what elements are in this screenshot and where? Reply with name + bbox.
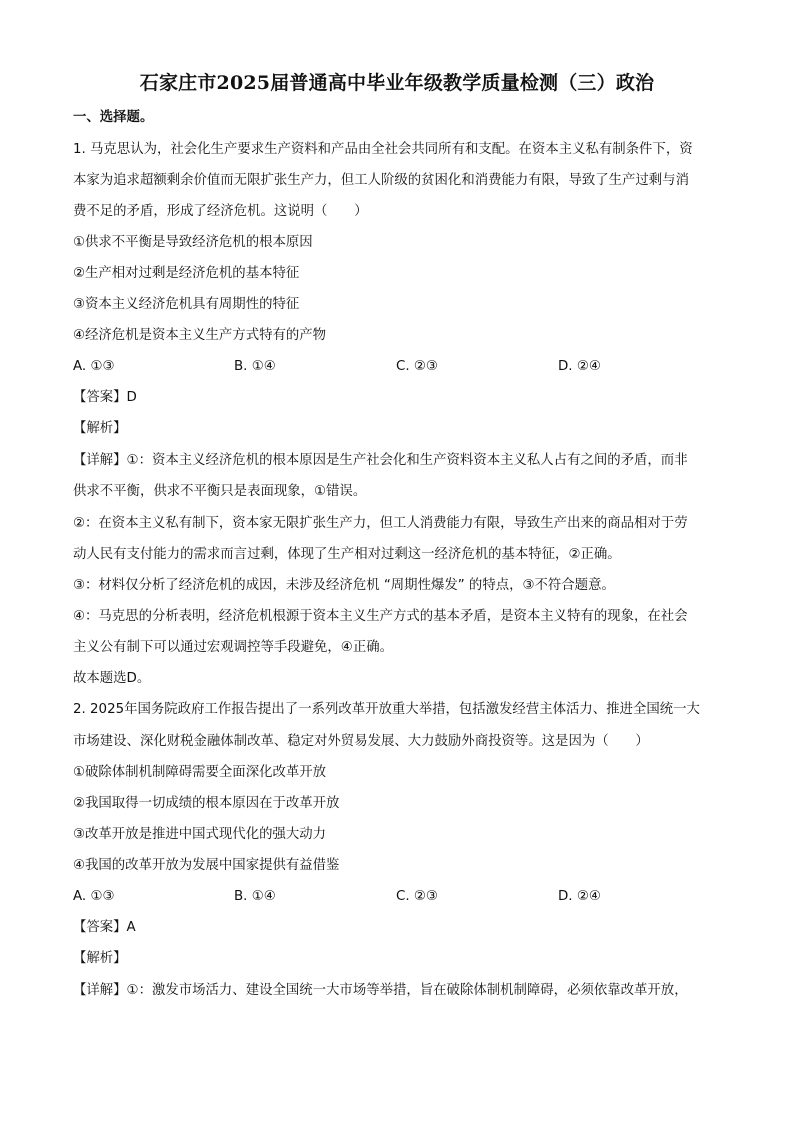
q1-analysis-heading: 【解析】: [73, 421, 127, 436]
q2-option-c: C. ②③: [396, 889, 438, 904]
q1-explain-line: 【详解】①：资本主义经济危机的根本原因是生产社会化和生产资料资本主义私人占有之间的矛盾，而非: [73, 453, 688, 468]
q2-stem-line: 市场建设、深化财税金融体制改革、稳定对外贸易发展、大力鼓励外商投资等。这是因为（ ）: [73, 734, 649, 749]
q2-choice-item: ④我国的改革开放为发展中国家提供有益借鉴: [73, 858, 340, 873]
q1-choice-item: ②生产相对过剩是经济危机的基本特征: [73, 266, 300, 281]
q2-answer: 【答案】A: [73, 920, 136, 935]
q1-option-a: A. ①③: [73, 359, 115, 374]
q1-explain-line: ④：马克思的分析表明，经济危机根源于资本主义生产方式的基本矛盾，是资本主义特有的现象，在社会: [73, 609, 688, 624]
q1-conclusion: 故本题选D。: [73, 671, 151, 686]
q2-option-a: A. ①③: [73, 889, 115, 904]
q1-option-c: C. ②③: [396, 359, 438, 374]
q1-explain-line: ③：材料仅分析了经济危机的成因，未涉及经济危机 “周期性爆发” 的特点，③不符合题意。: [73, 578, 615, 593]
q2-stem-line: 2. 2025年国务院政府工作报告提出了一系列改革开放重大举措，包括激发经营主体活力、推进全国统一大: [73, 702, 700, 717]
q2-choice-item: ①破除体制机制障碍需要全面深化改革开放: [73, 765, 327, 780]
q1-stem-line: 本家为追求超额剩余价值而无限扩张生产力，但工人阶级的贫困化和消费能力有限，导致了生产过剩与消: [73, 173, 689, 188]
q2-choice-item: ③改革开放是推进中国式现代化的强大动力: [73, 827, 327, 842]
section-heading: 一、选择题。: [73, 110, 154, 125]
q1-explain-line: 主义公有制下可以通过宏观调控等手段避免，④正确。: [73, 640, 393, 655]
q1-answer: 【答案】D: [73, 390, 137, 405]
q1-choice-item: ④经济危机是资本主义生产方式特有的产物: [73, 328, 327, 343]
q1-explain-line: 动人民有支付能力的需求而言过剩，体现了生产相对过剩这一经济危机的基本特征，②正确。: [73, 547, 621, 562]
q1-explain-line: 供求不平衡，供求不平衡只是表面现象，①错误。: [73, 484, 367, 499]
q1-choice-item: ③资本主义经济危机具有周期性的特征: [73, 297, 300, 312]
q2-choice-item: ②我国取得一切成绩的根本原因在于改革开放: [73, 796, 340, 811]
q2-option-b: B. ①④: [234, 889, 276, 904]
page-title: 石家庄市2025届普通高中毕业年级教学质量检测（三）政治: [139, 72, 655, 94]
q1-option-b: B. ①④: [234, 359, 276, 374]
q1-stem-line: 费不足的矛盾，形成了经济危机。这说明（ ）: [73, 204, 368, 219]
q2-analysis-heading: 【解析】: [73, 951, 127, 966]
q1-stem-line: 1. 马克思认为，社会化生产要求生产资料和产品由全社会共同所有和支配。在资本主义私有制条件下，资: [73, 142, 693, 157]
q1-choice-item: ①供求不平衡是导致经济危机的根本原因: [73, 235, 313, 250]
q1-explain-line: ②：在资本主义私有制下，资本家无限扩张生产力，但工人消费能力有限，导致生产出来的商品相对于劳: [73, 516, 688, 531]
q2-option-d: D. ②④: [558, 889, 601, 904]
q2-explain-line: 【详解】①：激发市场活力、建设全国统一大市场等举措，旨在破除体制机制障碍，必须依靠改革开放，: [73, 983, 688, 998]
q1-option-d: D. ②④: [558, 359, 601, 374]
